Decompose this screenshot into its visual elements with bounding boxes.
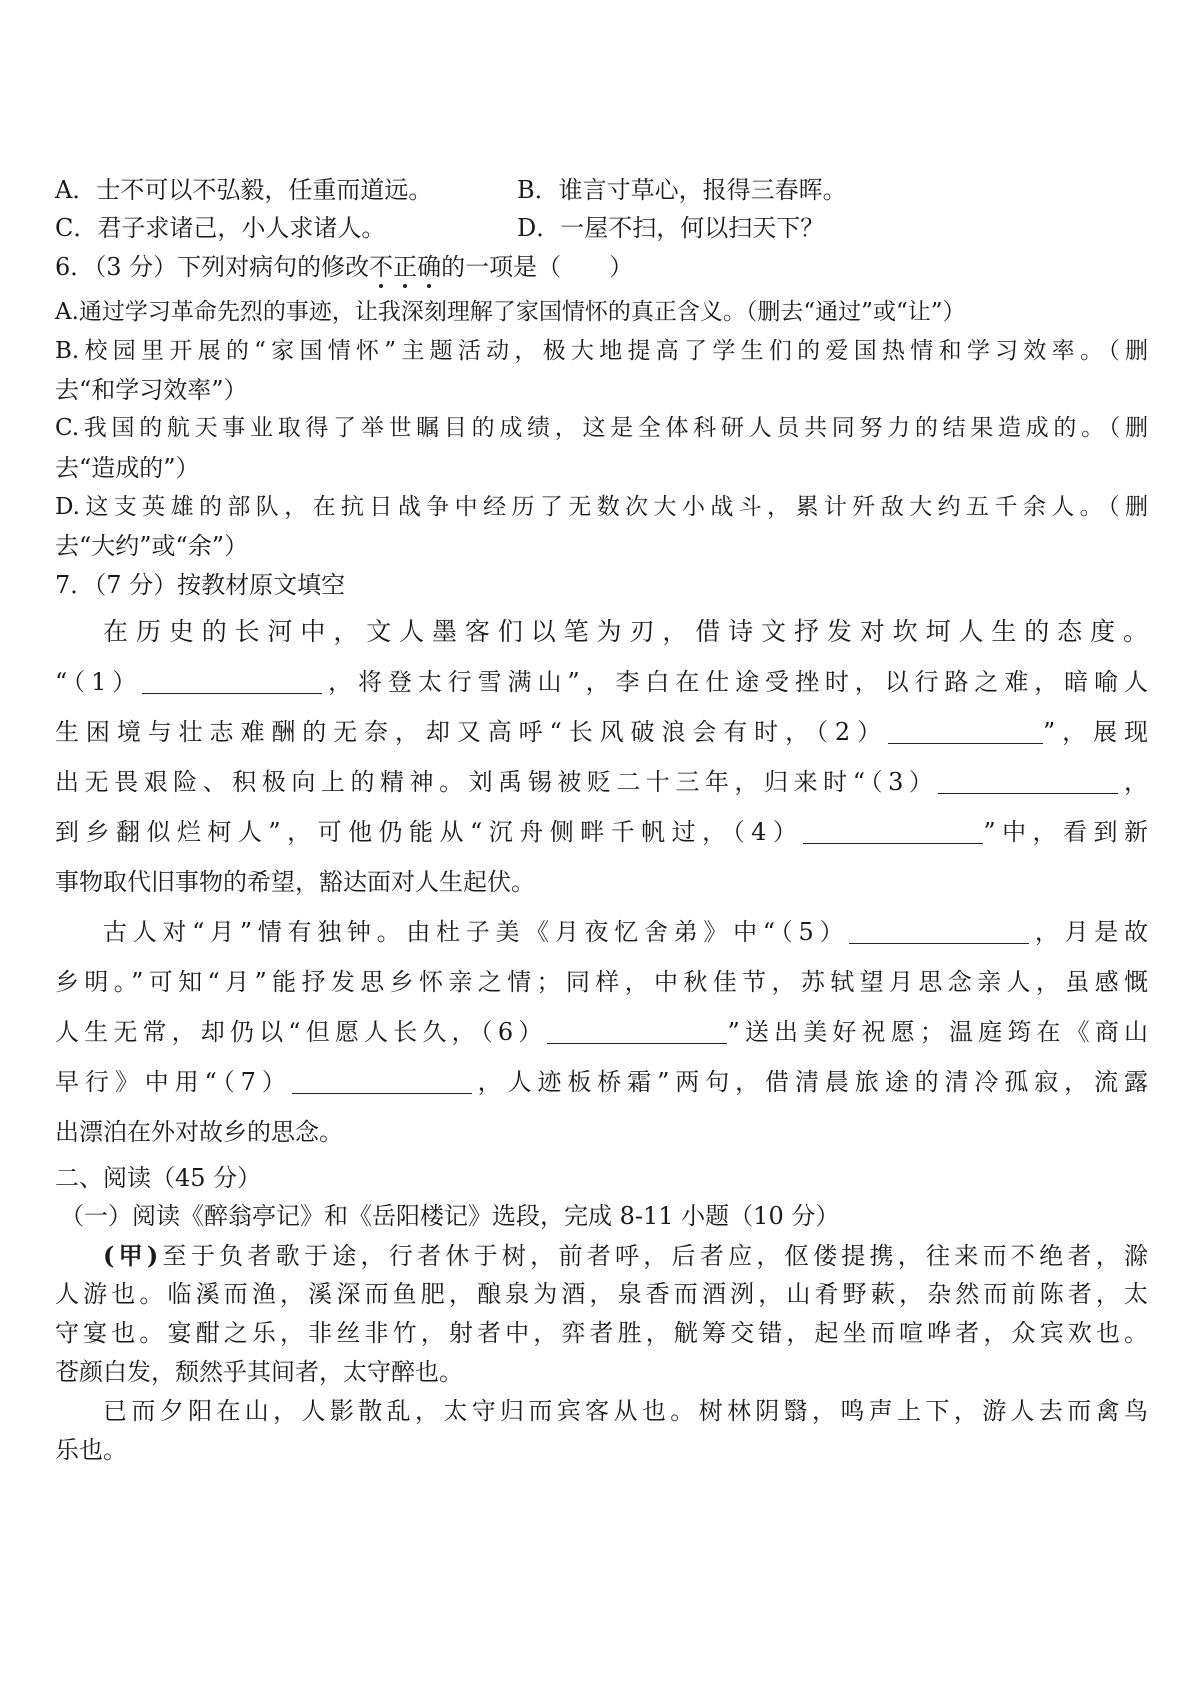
emphasis-dot-2: 正 <box>393 247 417 282</box>
blank-1-label: “（1） <box>55 668 143 696</box>
q7-text: ”送出美好祝愿；温庭筠在《商山 <box>727 1018 1148 1046</box>
q6-option-b-line1: B.校园里开展的“家国情怀”主题活动，极大地提高了学生们的爱国热情和学习效率。（删 <box>55 338 1148 364</box>
blank-3-label: 出无畏艰险、积极向上的精神。刘禹锡被贬二十三年，归来时“（3） <box>55 768 939 796</box>
q7-p1-line4 <box>55 762 1148 797</box>
q7-p1-line3 <box>55 712 1148 747</box>
q7-p1-line6: 事物取代旧事物的希望，豁达面对人生起伏。 <box>55 868 535 896</box>
blank-7[interactable] <box>292 1067 472 1094</box>
passage-jia-label: (甲) <box>103 1241 159 1270</box>
passage-jia-line3: 守宴也。宴酣之乐，非丝非竹，射者中，弈者胜，觥筹交错，起坐而喧哗者，众宾欢也。 <box>55 1319 1148 1347</box>
q6-option-c-line1: C.我国的航天事业取得了举世瞩目的成绩，这是全体科研人员共同努力的结果造成的。（删 <box>55 415 1148 441</box>
passage-jia-line2: 人游也。临溪而渔，溪深而鱼肥，酿泉为酒，泉香而酒洌，山肴野蔌，杂然而前陈者，太 <box>55 1280 1148 1308</box>
q7-p2-line5: 出漂泊在外对故乡的思念。 <box>55 1118 343 1146</box>
blank-1[interactable] <box>142 667 322 694</box>
passage-jia-line1 <box>103 1236 1148 1271</box>
passage-jia-p2-line1: 已而夕阳在山，人影散乱，太守归而宾客从也。树林阴翳，鸣声上下，游人去而禽鸟 <box>103 1397 1148 1425</box>
q7-p1-line1: 在历史的长河中，文人墨客们以笔为刃，借诗文抒发对坎坷人生的态度。 <box>103 617 1148 646</box>
q7-p2-line1 <box>103 912 1148 947</box>
option-d: D．一屋不扫，何以扫天下？ <box>517 214 825 242</box>
option-b: B．谁言寸草心，报得三春晖。 <box>517 176 847 204</box>
blank-5[interactable] <box>849 917 1029 944</box>
option-c: C．君子求诸己，小人求诸人。 <box>55 214 386 242</box>
q7-text: ”中，看到新 <box>983 818 1148 846</box>
section-2-subtitle: （一）阅读《醉翁亭记》和《岳阳楼记》选段，完成 8-11 小题（10 分） <box>60 1202 840 1230</box>
q6-option-a: A.通过学习革命先烈的事迹，让我深刻理解了家国情怀的真正含义。（删去“通过”或“让”） <box>55 299 966 325</box>
blank-4-label: 到乡翻似烂柯人”，可他仍能从“沉舟侧畔千帆过，（4） <box>55 818 804 846</box>
blank-6[interactable] <box>547 1017 727 1044</box>
q7-p2-line2: 乡明。”可知“月”能抒发思乡怀亲之情；同样，中秋佳节，苏轼望月思念亲人，虽感慨 <box>55 968 1148 996</box>
blank-6-label: 人生无常，却仍以“但愿人长久，（6） <box>55 1018 548 1046</box>
q7-text: ”，展现 <box>1042 718 1148 746</box>
q6-prefix: 6．（3 分）下列对病句的修改 <box>55 253 370 281</box>
q6-option-b-line2: 去“和学习效率”） <box>55 376 248 404</box>
blank-5-label: 古人对“月”情有独钟。由杜子美《月夜忆舍弟》中“（5） <box>103 918 850 946</box>
blank-3[interactable] <box>938 767 1118 794</box>
q7-p1-line2 <box>55 662 1148 697</box>
passage-jia-line4: 苍颜白发，颓然乎其间者，太守醉也。 <box>55 1358 463 1386</box>
emphasis-dot-1: 不 <box>369 247 393 282</box>
q7-text: ，将登太行雪满山”，李白在仕途受挫时，以行路之难，暗喻人 <box>322 668 1148 696</box>
blank-2[interactable] <box>888 717 1043 744</box>
blank-4[interactable] <box>803 817 983 844</box>
passage-jia-p2-line2: 乐也。 <box>55 1436 127 1464</box>
q7-text: ，月是故 <box>1029 918 1149 946</box>
question-7-title: 7．（7 分）按教材原文填空 <box>55 571 346 599</box>
q6-option-d-line1: D.这支英雄的部队，在抗日战争中经历了无数次大小战斗，累计歼敌大约五千余人。（删 <box>55 494 1148 520</box>
q7-p1-line5 <box>55 812 1148 847</box>
q7-p2-line3 <box>55 1012 1148 1047</box>
q6-option-d-line2: 去“大约”或“余”） <box>55 532 249 560</box>
q6-option-c-line2: 去“造成的”） <box>55 454 200 482</box>
question-6-stem <box>55 247 1148 282</box>
q6-suffix: 的一项是（ ） <box>441 253 634 281</box>
q7-text: ， <box>1118 768 1148 796</box>
passage-text: 至于负者歌于途，行者休于树，前者呼，后者应，伛偻提携，往来而不绝者，滁 <box>158 1242 1149 1270</box>
q7-p2-line4 <box>55 1062 1148 1097</box>
section-2-title: 二、阅读（45 分） <box>55 1164 262 1192</box>
blank-7-label: 早行》中用“（7） <box>55 1068 292 1096</box>
blank-2-label: 生困境与壮志难酬的无奈，却又高呼“长风破浪会有时，（2） <box>55 718 888 746</box>
q7-text: ，人迹板桥霜”两句，借清晨旅途的清冷孤寂，流露 <box>471 1068 1148 1096</box>
emphasis-dot-3: 确 <box>417 247 441 282</box>
option-a: A．士不可以不弘毅，任重而道远。 <box>55 176 433 204</box>
